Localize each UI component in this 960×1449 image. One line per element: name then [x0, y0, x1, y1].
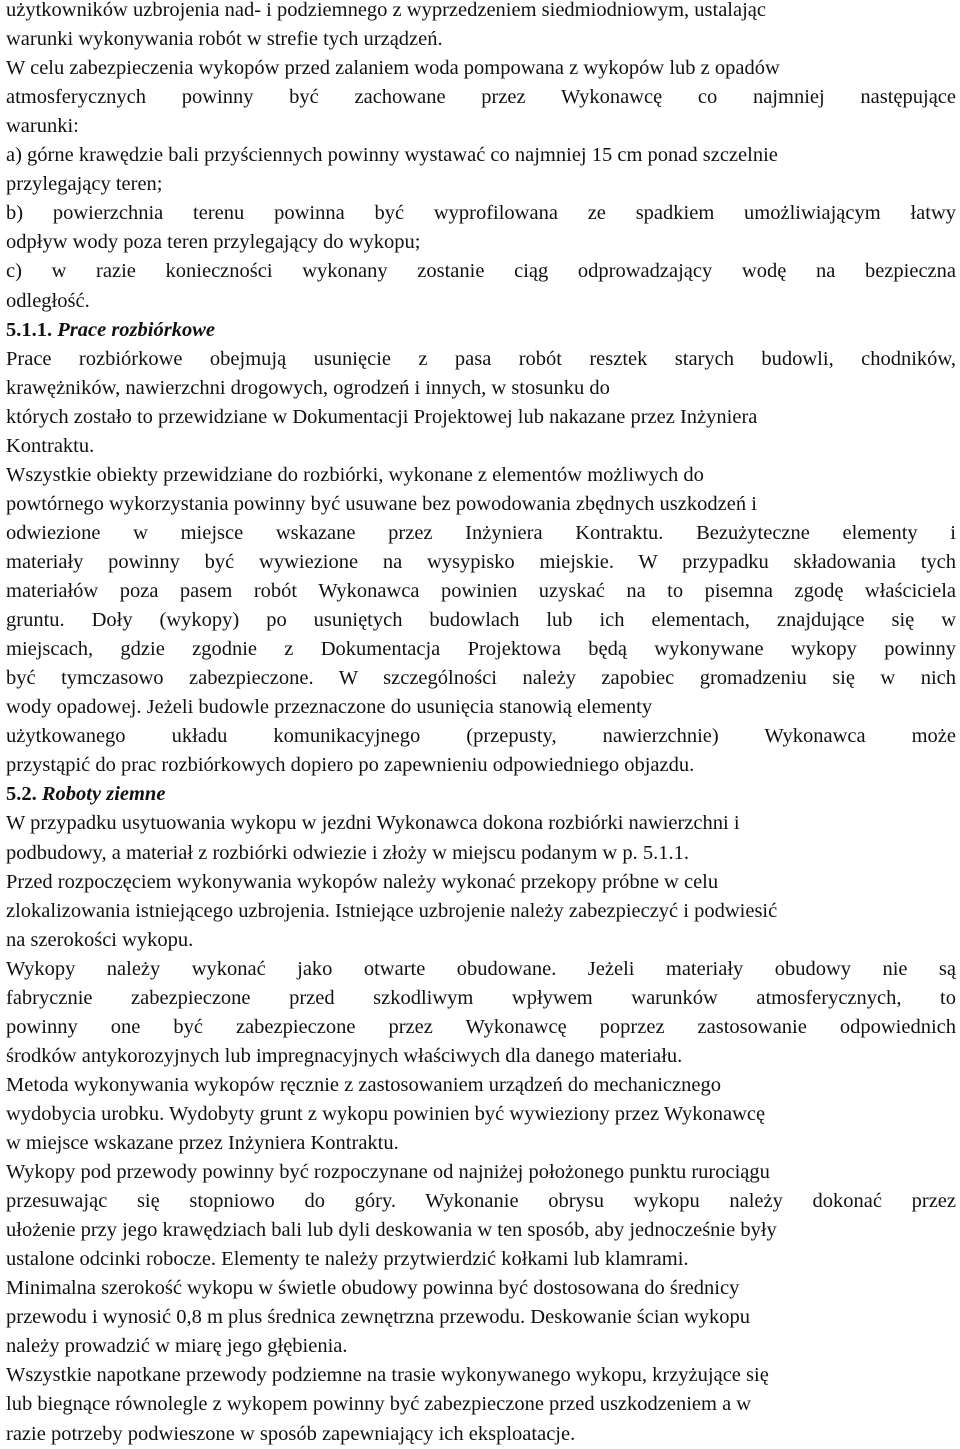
text-line: krawężników, nawierzchni drogowych, ogrodzeń i innych, w stosunku do: [6, 376, 610, 399]
text-line: być tymczasowo zabezpieczone. W szczególności należy zapobiec gromadzeniu się w nich: [6, 667, 956, 690]
text-line: wody opadowej. Jeżeli budowle przeznaczone do usunięcia stanowią elementy: [6, 696, 653, 719]
text-line: b) powierzchnia terenu powinna być wyprofilowana ze spadkiem umożliwiającym łatwy: [6, 202, 956, 225]
section-heading: [6, 316, 956, 345]
text-line: użytkowników uzbrojenia nad- i podziemnego z wyprzedzeniem siedmiodniowym, ustalając: [6, 0, 766, 21]
text-line: atmosferycznych powinny być zachowane przez Wykonawcę co najmniej następujące: [6, 86, 956, 109]
text-line: odpływ wody poza teren przylegający do wykopu;: [6, 231, 421, 254]
text-line: podbudowy, a materiał z rozbiórki odwiezie i złoży w miejscu podanym w p. 5.1.1.: [6, 841, 689, 864]
text-line: których zostało to przewidziane w Dokumentacji Projektowej lub nakazane przez Inżyniera: [6, 405, 758, 428]
text-line: należy prowadzić w miarę jego głębienia.: [6, 1335, 348, 1358]
text-line: odwiezione w miejsce wskazane przez Inżyniera Kontraktu. Bezużyteczne elementy i: [6, 521, 956, 544]
text-line: fabrycznie zabezpieczone przed szkodliwym wpływem warunków atmosferycznych, to: [6, 986, 956, 1009]
section-heading: [6, 780, 956, 809]
text-line: Wykopy pod przewody powinny być rozpoczynane od najniżej położonego punktu rurociągu: [6, 1161, 770, 1183]
text-line: razie potrzeby podwieszone w sposób zapewniający ich eksploatacje.: [6, 1422, 576, 1445]
text-line: powinny one być zabezpieczone przez Wykonawcę poprzez zastosowanie odpowiednich: [6, 1015, 956, 1038]
text-line: odległość.: [6, 289, 90, 312]
text-line: przylegający teren;: [6, 173, 163, 196]
text-line: Prace rozbiórkowe obejmują usunięcie z pasa robót resztek starych budowli, chodników,: [6, 347, 956, 370]
text-line: materiałów poza pasem robót Wykonawca powinien uzyskać na to pisemna zgodę właściciela: [6, 580, 956, 602]
text-line: lub biegnące równolegle z wykopem powinny być zabezpieczone przed uszkodzeniem a w: [6, 1393, 752, 1416]
text-line: Minimalna szerokość wykopu w świetle obudowy powinna być dostosowana do średnicy: [6, 1277, 740, 1300]
text-line: Przed rozpoczęciem wykonywania wykopów należy wykonać przekopy próbne w celu: [6, 870, 719, 893]
text-line: przesuwając się stopniowo do góry. Wykonanie obrysu wykopu należy dokonać przez: [6, 1190, 956, 1212]
text-line: ustalone odcinki robocze. Elementy te należy przytwierdzić kołkami lub klamrami.: [6, 1248, 689, 1271]
section-number: 5.1.1.: [6, 318, 53, 341]
text-line: Wszystkie napotkane przewody podziemne na trasie wykonywanego wykopu, krzyżujące się: [6, 1364, 769, 1387]
text-line: a) górne krawędzie bali przyściennych powinny wystawać co najmniej 15 cm ponad szczelnie: [6, 144, 778, 167]
text-line: Wszystkie obiekty przewidziane do rozbiórki, wykonane z elementów możliwych do: [6, 463, 704, 486]
text-line: gruntu. Doły (wykopy) po usuniętych budowlach lub ich elementach, znajdujące się w: [6, 609, 956, 632]
text-line: Kontraktu.: [6, 434, 95, 457]
text-line: ułożenie przy jego krawędziach bali lub dyli deskowania w ten sposób, aby jednocześnie były: [6, 1219, 777, 1242]
text-line: użytkowanego układu komunikacyjnego (przepusty, nawierzchnie) Wykonawca może: [6, 725, 956, 748]
text-line: przystąpić do prac rozbiórkowych dopiero po zapewnieniu odpowiedniego objazdu.: [6, 754, 695, 777]
text-line: Wykopy należy wykonać jako otwarte obudowane. Jeżeli materiały obudowy nie są: [6, 957, 956, 980]
text-line: powtórnego wykorzystania powinny być usuwane bez powodowania zbędnych uszkodzeń i: [6, 492, 757, 515]
text-line: W przypadku usytuowania wykopu w jezdni Wykonawca dokona rozbiórki nawierzchni i: [6, 812, 740, 835]
text-line: wydobycia urobku. Wydobyty grunt z wykopu powinien być wywieziony przez Wykonawcę: [6, 1102, 766, 1125]
text-line: Metoda wykonywania wykopów ręcznie z zastosowaniem urządzeń do mechanicznego: [6, 1073, 721, 1096]
text-line: miejscach, gdzie zgodnie z Dokumentacja Projektowa będą wykonywane wykopy powinny: [6, 638, 956, 661]
text-line: na szerokości wykopu.: [6, 928, 194, 951]
text-line: warunki wykonywania robót w strefie tych urządzeń.: [6, 28, 443, 51]
section-number: 5.2.: [6, 783, 37, 806]
text-line: zlokalizowania istniejącego uzbrojenia. Istniejące uzbrojenie należy zabezpieczyć i podwiesić: [6, 899, 778, 922]
text-line: c) w razie konieczności wykonany zostanie ciąg odprowadzający wodę na bezpieczna: [6, 260, 956, 283]
section-title: Prace rozbiórkowe: [57, 318, 215, 341]
text-line: W celu zabezpieczenia wykopów przed zalaniem woda pompowana z wykopów lub z opadów: [6, 57, 780, 80]
text-line: materiały powinny być wywiezione na wysypisko miejskie. W przypadku składowania tych: [6, 551, 956, 573]
text-line: przewodu i wynosić 0,8 m plus średnica zewnętrzna przewodu. Deskowanie ścian wykopu: [6, 1306, 751, 1329]
text-line: warunki:: [6, 115, 79, 138]
text-line: w miejsce wskazane przez Inżyniera Kontraktu.: [6, 1132, 399, 1154]
text-line: środków antykorozyjnych lub impregnacyjnych właściwych dla danego materiału.: [6, 1044, 683, 1067]
section-title: Roboty ziemne: [41, 783, 166, 806]
